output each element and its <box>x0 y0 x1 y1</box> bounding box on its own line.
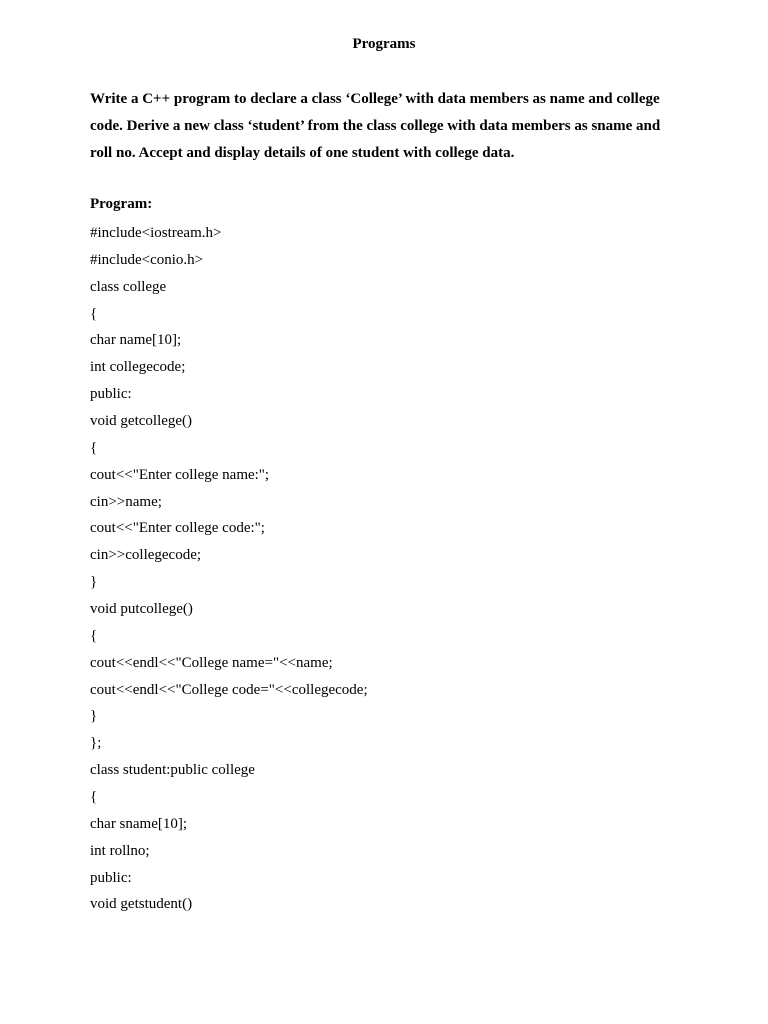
code-line: class student:public college <box>90 762 255 779</box>
code-line: #include<iostream.h> <box>90 225 222 241</box>
code-line: cout<<endl<<"College code="<<collegecode; <box>90 681 368 698</box>
code-line: #include<conio.h> <box>90 251 204 268</box>
code-line: void getstudent() <box>90 896 193 913</box>
code-listing <box>90 220 690 918</box>
code-line: void getcollege() <box>90 413 193 430</box>
code-line: { <box>90 305 98 322</box>
code-line: public: <box>90 869 132 886</box>
code-line: cin>>name; <box>90 493 162 510</box>
code-line: cout<<"Enter college name:"; <box>90 466 270 483</box>
code-line: public: <box>90 386 132 403</box>
code-line: char sname[10]; <box>90 815 188 832</box>
code-line: void putcollege() <box>90 601 193 618</box>
code-line: } <box>90 708 98 725</box>
code-line: cout<<endl<<"College name="<<name; <box>90 654 333 671</box>
question-text: Write a C++ program to declare a class ‘College’ with data members as name and college code. Derive a new class ‘student’ from the class college with data members as sname and roll no. Accept and display details of one student with college data. <box>90 91 661 161</box>
code-line: int collegecode; <box>90 359 186 376</box>
code-line: { <box>90 627 98 644</box>
code-line: int rollno; <box>90 842 150 859</box>
code-line: { <box>90 439 98 456</box>
program-heading: Program: <box>90 196 153 212</box>
code-line: class college <box>90 278 167 295</box>
code-line: } <box>90 574 98 591</box>
code-line: char name[10]; <box>90 332 182 349</box>
code-line: cin>>collegecode; <box>90 547 202 564</box>
code-line: }; <box>90 735 102 752</box>
code-line: cout<<"Enter college code:"; <box>90 520 265 537</box>
code-line: { <box>90 789 98 806</box>
page-title: Programs <box>352 36 416 52</box>
